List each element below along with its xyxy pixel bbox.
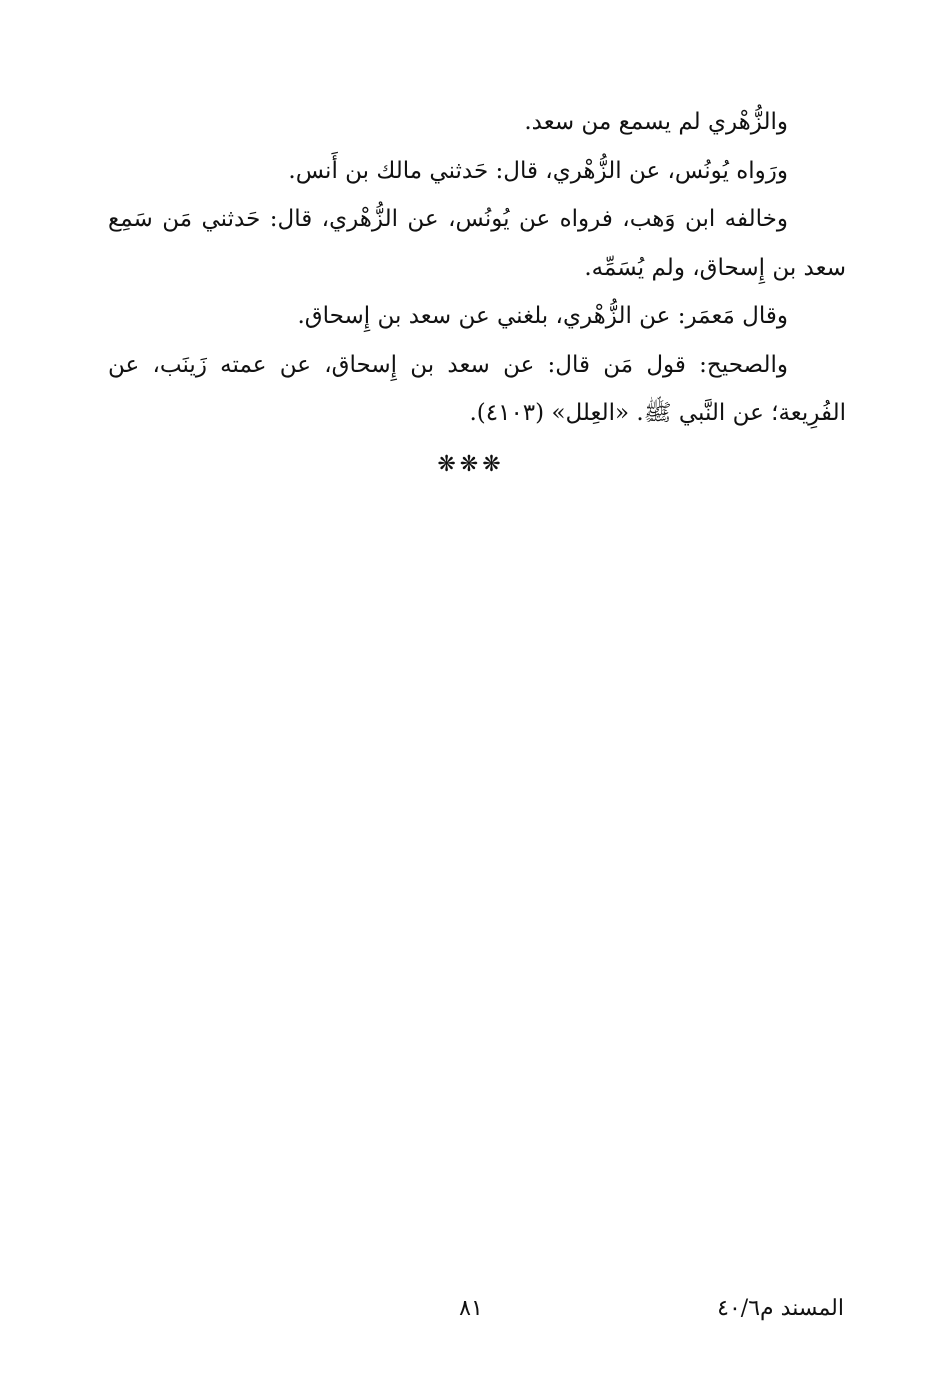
paragraph-1: والزُّهْري لم يسمع من سعد. [524, 109, 788, 135]
paragraph-4: وقال مَعمَر: عن الزُّهْري، بلغني عن سعد بن إِسحاق. [297, 303, 788, 329]
paragraph-5: والصحيح: قول مَن قال: عن سعد بن إِسحاق، عن عمته زَينَب، عن الفُرِيعة؛ عن النَّبي ﷺ. «العِلل» (٤١٠٣). [108, 351, 846, 426]
page-number: ٨١ [459, 1296, 483, 1321]
main-text [108, 98, 846, 438]
footer-signature: المسند م٤٠/٦ [717, 1296, 844, 1321]
section-separator: ❋❋❋ [437, 452, 505, 477]
paragraph-2: ورَواه يُونُس، عن الزُّهْري، قال: حَدثني مالك بن أَنس. [288, 157, 788, 184]
paragraph-3: وخالفه ابن وَهب، فرواه عن يُونُس، عن الزُّهْري، قال: حَدثني مَن سَمِع سعد بن إِسحاق، ولم يُسَمِّه. [108, 206, 846, 281]
